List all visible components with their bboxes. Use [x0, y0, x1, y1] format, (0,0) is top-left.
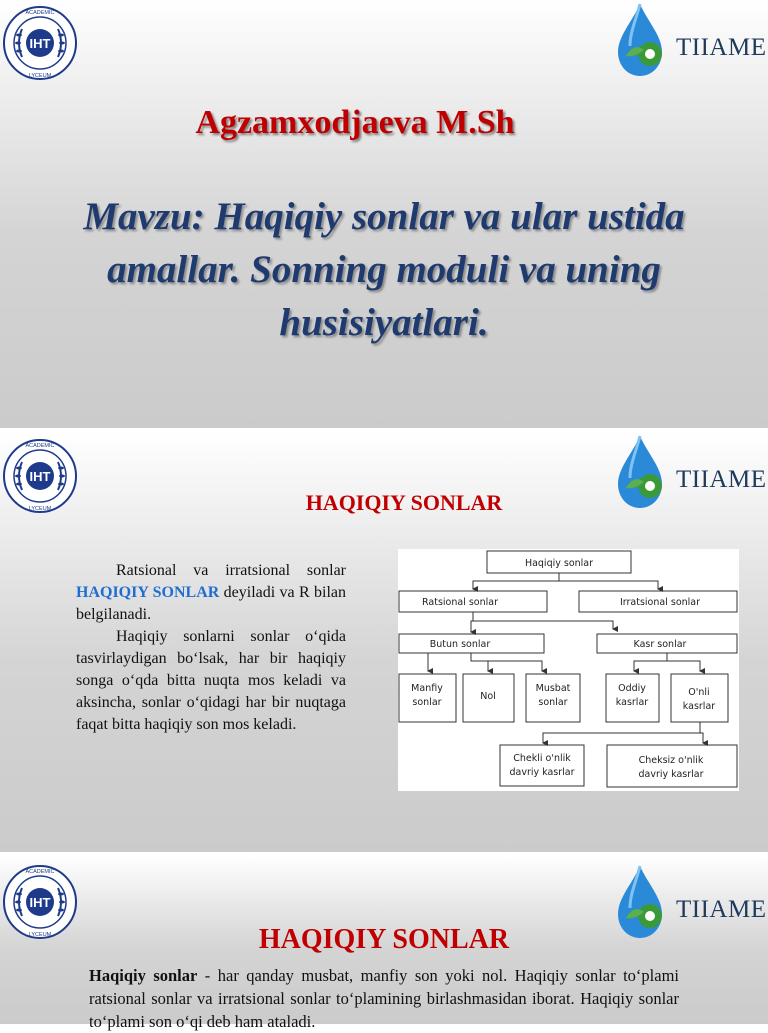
slide2-heading: HAQIQIY SONLAR — [305, 490, 503, 515]
node-infinite-periodic — [607, 745, 737, 787]
label-infinite-periodic-2: davriy kasrlar — [638, 769, 704, 780]
logo-text: IHT — [29, 469, 51, 484]
bold-term: Haqiqiy sonlar — [89, 966, 198, 985]
label-zero: Nol — [480, 691, 496, 702]
tiiame-logo — [610, 0, 768, 80]
label-decimal-1: O'nli — [688, 687, 710, 698]
para1-text-b: deyiladi va R bilan belgilanadi. — [76, 584, 346, 623]
label-finite-periodic-1: Chekli o'nlik — [513, 753, 571, 764]
node-finite-periodic — [500, 745, 584, 786]
brand-name: TIIAME — [676, 34, 767, 61]
para1-highlight: HAQIQIY SONLAR — [76, 584, 220, 601]
label-simple-2: kasrlar — [615, 697, 649, 708]
slide3-heading: HAQIQIY SONLAR — [258, 924, 510, 955]
water-drop-gear-icon — [610, 0, 674, 80]
brand-name: TIIAME — [676, 896, 767, 923]
label-integers: Butun sonlar — [429, 639, 491, 650]
label-irrational: Irratsional sonlar — [619, 597, 701, 608]
slide-title — [0, 0, 768, 428]
logo-ring-top: ACADEMIC — [25, 869, 55, 875]
logo-ring-top: ACADEMIC — [25, 443, 55, 449]
label-simple-1: Oddiy — [618, 683, 646, 694]
definition-body — [89, 964, 679, 1033]
label-rational: Ratsional sonlar — [422, 597, 498, 608]
logo-text: IHT — [29, 895, 51, 910]
label-finite-periodic-2: davriy kasrlar — [509, 767, 575, 778]
logo-ring-bottom: LYCEUM — [28, 506, 52, 512]
brand-name: TIIAME — [676, 466, 767, 493]
label-infinite-periodic-1: Cheksiz o'nlik — [638, 755, 704, 766]
logo-text: IHT — [29, 36, 51, 51]
logo-ring-bottom: LYCEUM — [28, 932, 52, 938]
label-positive-1: Musbat — [535, 683, 571, 694]
paragraph-2: Haqiqiy sonlarni sonlar o‘qida tasvirlaydigan bo‘lsak, har bir haqiqiy songa o‘qda bitta nuqta mos keladi va aksincha, sonlar o‘qidagi har bir nuqtaga faqat bitta haqiqiy son mos keladi. — [76, 628, 346, 733]
label-root: Haqiqiy sonlar — [524, 558, 594, 569]
real-numbers-tree-diagram — [398, 549, 739, 791]
para1-text-a: Ratsional va irratsional sonlar — [116, 562, 346, 579]
node-decimal — [671, 674, 728, 722]
logo-ring-top: ACADEMIC — [25, 10, 55, 16]
label-positive-2: sonlar — [538, 697, 568, 708]
definition-text: - har qanday musbat, manfiy son yoki nol. Haqiqiy sonlar to‘plami ratsional sonlar va irratsional sonlar to‘plamining birlashmasidan iborat. Haqiqiy sonlar to‘plami son o‘qi deb ham ataladi. — [89, 966, 679, 1031]
topic-title: Mavzu: Haqiqiy sonlar va ular ustida amallar. Sonning moduli va uning husisiyatlari. — [83, 195, 685, 344]
paragraph-1 — [76, 560, 346, 626]
logo-ring-bottom: LYCEUM — [28, 73, 52, 79]
academic-lyceum-logo — [2, 5, 78, 81]
author-name: Agzamxodjaeva M.Sh — [195, 104, 515, 141]
label-negative-1: Manfiy — [411, 683, 443, 694]
label-decimal-2: kasrlar — [682, 701, 716, 712]
label-fractions: Kasr sonlar — [633, 639, 687, 650]
definition-paragraph — [76, 560, 346, 736]
label-negative-2: sonlar — [412, 697, 442, 708]
